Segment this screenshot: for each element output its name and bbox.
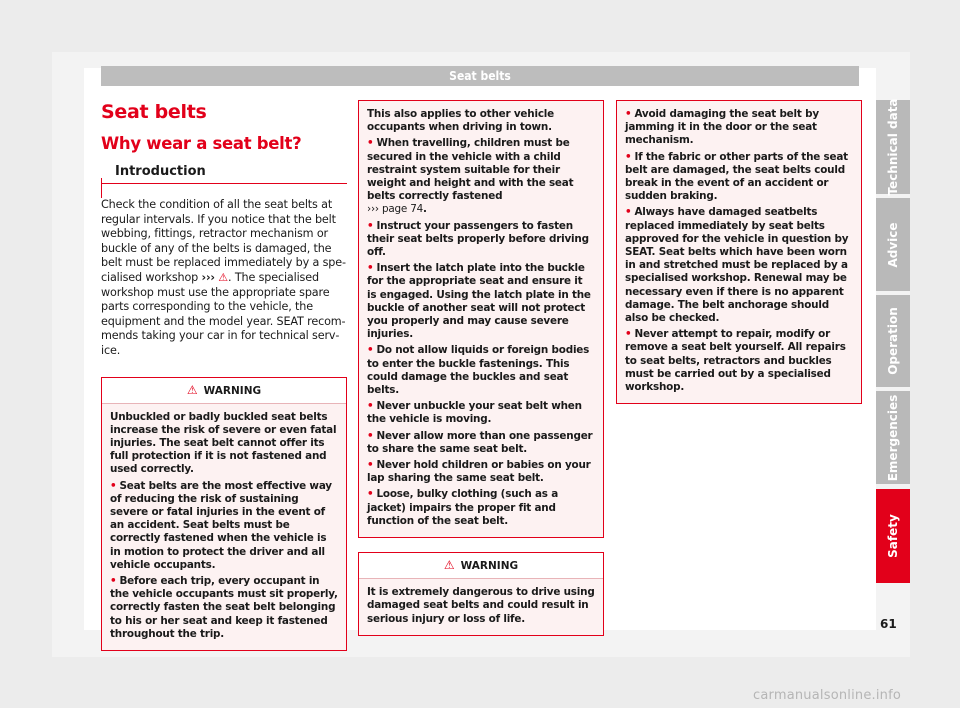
warning-triangle-icon: ⚠ bbox=[218, 270, 229, 284]
watermark: carmanualsonline.info bbox=[753, 688, 902, 703]
warning-box-1-continued bbox=[358, 100, 604, 538]
warning-bullet: • Never hold children or babies on your lap sharing the same seat belt. bbox=[367, 459, 591, 485]
column-3 bbox=[616, 100, 862, 404]
bullet-icon: • bbox=[367, 262, 374, 275]
warning-lead: It is extremely dangerous to drive using damaged seat belts and could result in serious injury or loss of life. bbox=[367, 586, 595, 625]
section-heading: Introduction bbox=[101, 164, 347, 184]
tab-technical-data[interactable]: Technical data bbox=[876, 100, 910, 194]
bullet-icon: • bbox=[367, 459, 374, 472]
page-title: Seat belts bbox=[101, 101, 207, 123]
warning-bullet: • Never allow more than one passenger to share the same seat belt. bbox=[367, 429, 593, 455]
warning-bullet: • Instruct your passengers to fasten their seat belts properly before driving off. bbox=[367, 219, 589, 259]
running-header: Seat belts bbox=[101, 66, 859, 86]
bullet-icon: • bbox=[110, 574, 117, 587]
tab-advice[interactable]: Advice bbox=[876, 198, 910, 291]
bullet-icon: • bbox=[367, 219, 374, 232]
warning-bullet: • Do not allow liquids or foreign bodies to enter the buckle fastenings. This could damage the buckles and seat belts. bbox=[367, 344, 590, 397]
warning-bullet: • Never attempt to repair, modify or remove a seat belt yourself. All repairs to seat belts, retractors and buckles must be carried out by a specialised workshop. bbox=[625, 328, 846, 394]
bullet-icon: • bbox=[367, 488, 374, 501]
bullet-icon: • bbox=[367, 400, 374, 413]
column-1 bbox=[101, 100, 347, 651]
bullet-icon: • bbox=[625, 328, 632, 341]
page-subtitle: Why wear a seat belt? bbox=[101, 134, 302, 153]
bullet-icon: • bbox=[625, 150, 632, 163]
warning-bullet: • Before each trip, every occupant in the vehicle occupants must sit properly, correctly fasten the seat belt belonging to his or her seat and keep it fastened throughout the trip. bbox=[110, 574, 338, 640]
bullet-icon: • bbox=[367, 429, 374, 442]
bullet-icon: • bbox=[625, 108, 632, 120]
warning-header: ⚠ WARNING bbox=[359, 553, 603, 579]
warning-body bbox=[359, 579, 603, 635]
bullet-icon: • bbox=[367, 137, 374, 150]
warning-body bbox=[102, 404, 346, 650]
page-reference-link[interactable]: ››› page 74 bbox=[367, 203, 424, 216]
warning-header: ⚠ WARNING bbox=[102, 378, 346, 404]
warning-bullet: • If the fabric or other parts of the seat belt are damaged, the seat belts could break in the event of an accident or sudden braking. bbox=[625, 150, 848, 203]
warning-body bbox=[359, 101, 603, 537]
intro-paragraph: Check the condition of all the seat belts at regular intervals. If you notice that the belt webbing, fittings, retractor mechanism or buckle of any of the belts is damaged, the belt must be replaced immediately by a specialised workshop ››› ⚠. The specialised workshop must use the appropriate spare parts corresponding to the vehicle, the equipment and the model year. SEAT recommends taking your car in for technical service. bbox=[101, 198, 346, 357]
warning-triangle-icon: ⚠ bbox=[186, 382, 198, 397]
warning-bullet: • Seat belts are the most effective way of reducing the risk of sustaining severe or fatal injuries in the event of an accident. Seat belts must be correctly fastened when the vehicle is in motion to protect the driver and all vehicle occupants. bbox=[110, 479, 332, 571]
warning-bullet: • Loose, bulky clothing (such as a jacket) impairs the proper fit and function of the seat belt. bbox=[367, 488, 559, 527]
warning-bullet: • Never unbuckle your seat belt when the vehicle is moving. bbox=[367, 400, 582, 426]
cross-reference-link[interactable]: ››› bbox=[201, 270, 215, 284]
warning-box-2 bbox=[358, 552, 604, 636]
warning-bullet: • Always have damaged seatbelts replaced immediately by seat belts approved for the vehicle in question by SEAT. Seat belts which have been worn in and stretched must be replaced by a specialised workshop. Renewal may be necessary even if there is no apparent damage. The belt anchorage should also be checked. bbox=[625, 206, 849, 325]
warning-lead: This also applies to other vehicle occupants when driving in town. bbox=[367, 108, 554, 134]
bullet-icon: • bbox=[367, 344, 374, 357]
tab-safety[interactable]: Safety bbox=[876, 489, 910, 583]
warning-box-1 bbox=[101, 377, 347, 651]
warning-bullet: • When travelling, children must be secured in the vehicle with a child restraint system suitable for their weight and height and with the seat belts correctly fastened ››› page 74. bbox=[367, 137, 574, 216]
bullet-icon: • bbox=[110, 479, 117, 492]
warning-bullet: • Insert the latch plate into the buckle for the appropriate seat and ensure it is engaged. Using the latch plate in the buckle of another seat will not protect you properly and may cause severe injuries. bbox=[367, 262, 591, 341]
warning-box-2-continued bbox=[616, 100, 862, 404]
warning-bullet: • Avoid damaging the seat belt by jamming it in the door or the seat mechanism. bbox=[625, 108, 819, 147]
bullet-icon: • bbox=[625, 206, 632, 219]
warning-triangle-icon: ⚠ bbox=[443, 558, 455, 573]
tab-emergencies[interactable]: Emergencies bbox=[876, 391, 910, 484]
column-2 bbox=[358, 100, 604, 636]
warning-lead: Unbuckled or badly buckled seat belts increase the risk of severe or even fatal injuries. The seat belt cannot offer its full protection if it is not fastened and used correctly. bbox=[110, 410, 337, 476]
warning-body bbox=[617, 101, 861, 403]
page-number: 61 bbox=[880, 617, 897, 631]
tab-operation[interactable]: Operation bbox=[876, 295, 910, 387]
section-heading-wrap bbox=[101, 164, 347, 184]
